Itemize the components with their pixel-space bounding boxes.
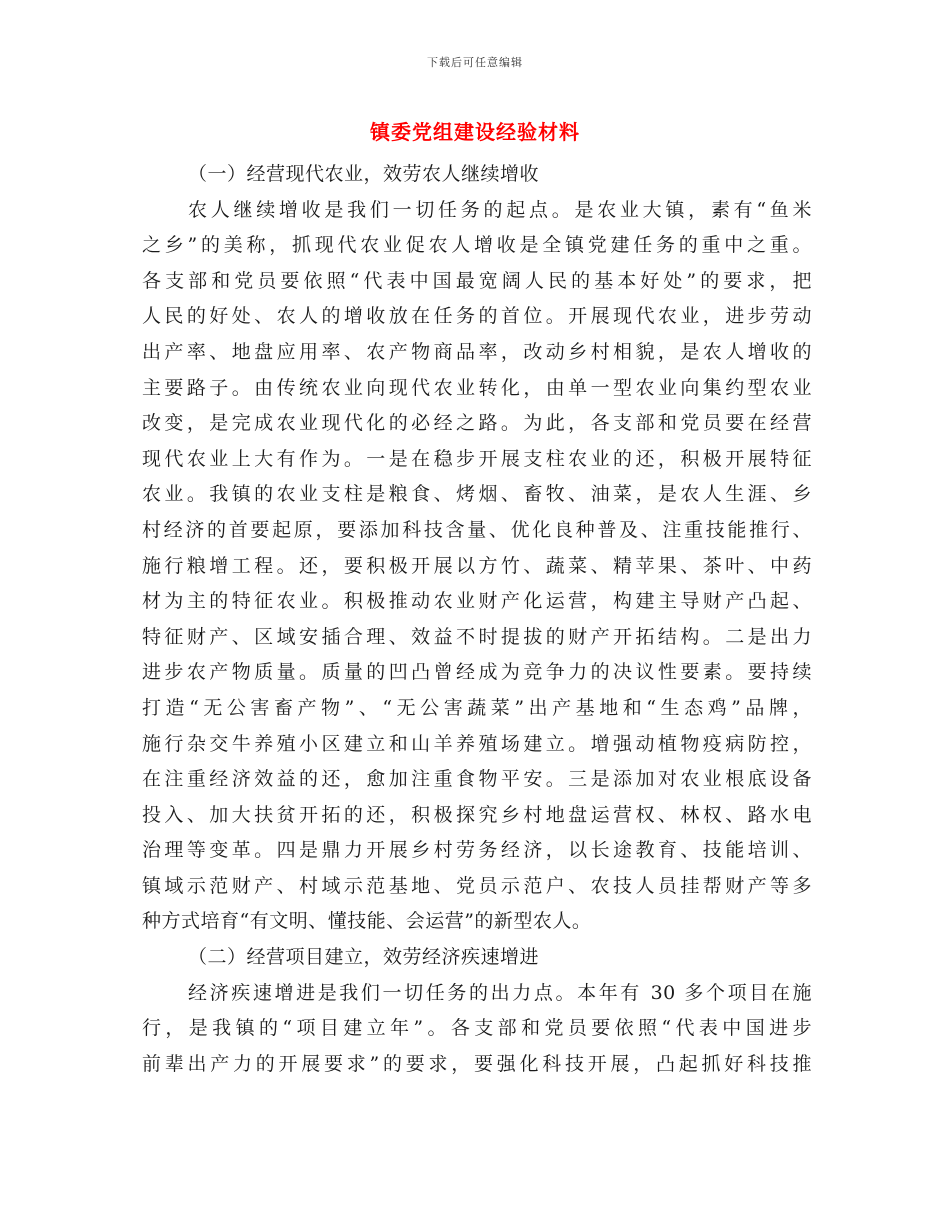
body-text-line: 农人继续增收是我们一切任务的起点。是农业大镇，素有“鱼米 bbox=[188, 198, 812, 221]
body-text-line: 农业。我镇的农业支柱是粮食、烤烟、畜牧、油菜，是农人生涯、乡 bbox=[142, 483, 812, 506]
body-text-line: 施行杂交牛养殖小区建立和山羊养殖场建立。增强动植物疫病防控， bbox=[142, 732, 812, 755]
document-title: 镇委党组建设经验材料 bbox=[370, 120, 580, 144]
body-text-line: 各支部和党员要依照“代表中国最宽阔人民的基本好处”的要求，把 bbox=[142, 269, 812, 292]
body-text-line: 种方式培育“有文明、懂技能、会运营”的新型农人。 bbox=[142, 910, 592, 933]
body-text-line: 投入、加大扶贫开拓的还，积极探究乡村地盘运营权、林权、路水电 bbox=[142, 803, 812, 826]
body-text-line: 经济疾速增进是我们一切任务的出力点。本年有 30 多个项目在施 bbox=[188, 981, 812, 1004]
body-text-line: 村经济的首要起原，要添加科技含量、优化良种普及、注重技能推行、 bbox=[142, 518, 812, 541]
body-text-line: 在注重经济效益的还，愈加注重食物平安。三是添加对农业根底设备 bbox=[142, 768, 812, 791]
body-text-line: 主要路子。由传统农业向现代农业转化，由单一型农业向集约型农业 bbox=[142, 376, 812, 399]
body-text-line: 行，是我镇的“项目建立年”。各支部和党员要依照“代表中国进步 bbox=[142, 1017, 812, 1040]
body-text-line: 之乡”的美称，抓现代农业促农人增收是全镇党建任务的重中之重。 bbox=[142, 234, 812, 257]
body-text-line: 施行粮增工程。还，要积极开展以方竹、蔬菜、精苹果、茶叶、中药 bbox=[142, 554, 812, 577]
body-text-line: 出产率、地盘应用率、农产物商品率，改动乡村相貌，是农人增收的 bbox=[142, 340, 812, 363]
body-text-line: 镇域示范财产、村域示范基地、党员示范户、农技人员挂帮财产等多 bbox=[142, 874, 812, 897]
body-text-line: 特征财产、区域安插合理、效益不时提拔的财产开拓结构。二是出力 bbox=[142, 625, 812, 648]
section-heading: （二）经营项目建立，效劳经济疾速增进 bbox=[188, 946, 540, 969]
body-text-line: 改变，是完成农业现代化的必经之路。为此，各支部和党员要在经营 bbox=[142, 412, 812, 435]
body-text-line: 打造“无公害畜产物”、“无公害蔬菜”出产基地和“生态鸡”品牌， bbox=[142, 696, 812, 719]
page-header-note: 下载后可任意编辑 bbox=[427, 56, 523, 69]
body-text-line: 前辈出产力的开展要求”的要求，要强化科技开展，凸起抓好科技推 bbox=[142, 1052, 812, 1075]
body-text-line: 现代农业上大有作为。一是在稳步开展支柱农业的还，积极开展特征 bbox=[142, 447, 812, 470]
document-body bbox=[142, 157, 812, 1082]
section-heading: （一）经营现代农业，效劳农人继续增收 bbox=[188, 163, 540, 185]
body-text-line: 人民的好处、农人的增收放在任务的首位。开展现代农业，进步劳动 bbox=[142, 305, 812, 328]
body-text-line: 治理等变革。四是鼎力开展乡村劳务经济，以长途教育、技能培训、 bbox=[142, 839, 812, 862]
body-text-line: 进步农产物质量。质量的凹凸曾经成为竞争力的决议性要素。要持续 bbox=[142, 661, 812, 684]
body-text-line: 材为主的特征农业。积极推动农业财产化运营，构建主导财产凸起、 bbox=[142, 590, 812, 613]
